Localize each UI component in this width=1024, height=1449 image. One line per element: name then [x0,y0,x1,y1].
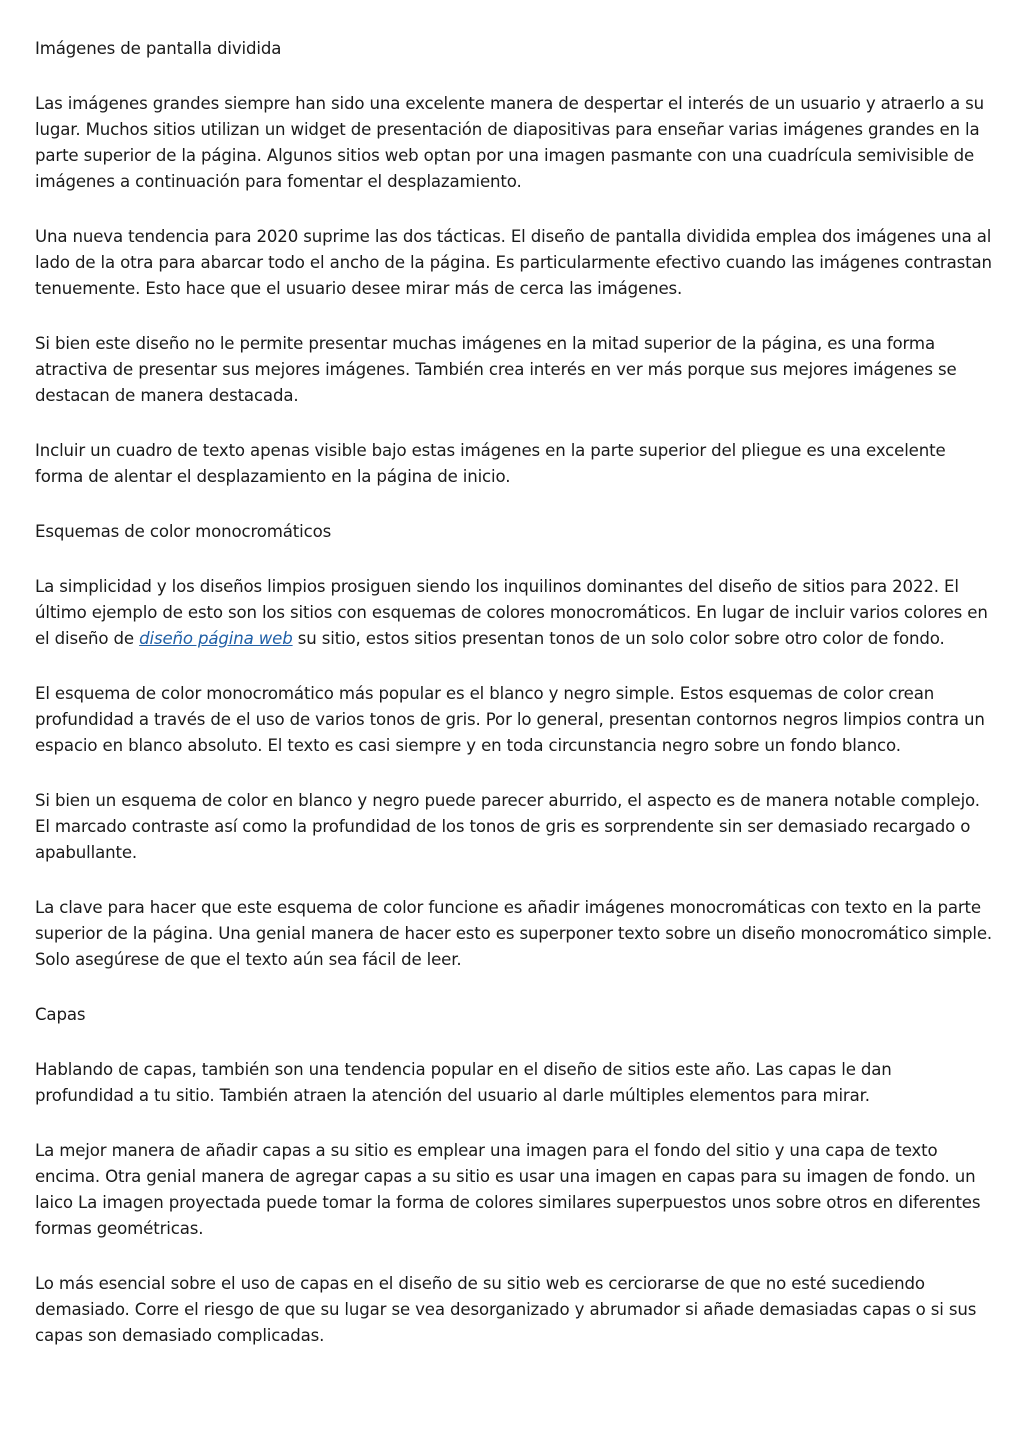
paragraph: Incluir un cuadro de texto apenas visible bajo estas imágenes en la parte superior del pliegue es una excelente forma de alentar el desplazamiento en la página de inicio. [35,441,946,486]
paragraph: Las imágenes grandes siempre han sido una excelente manera de despertar el interés de un usuario y atraerlo a su lugar. Muchos sitios utilizan un widget de presentación de diapositivas para enseñar varias imágenes grandes en la parte superior de la página. Algunos sitios web optan por una imagen pasmante con una cuadrícula semivisible de imágenes a continuación para fomentar el desplazamiento. [35,94,985,191]
document-body [35,36,993,1378]
section-heading-layers: Capas [35,1005,86,1024]
paragraph: El esquema de color monocromático más popular es el blanco y negro simple. Estos esquemas de color crean profundidad a través de el uso de varios tonos de gris. Por lo general, presentan contornos negros limpios contra un espacio en blanco absoluto. El texto es casi siempre y en toda circunstancia negro sobre un fondo blanco. [35,684,985,755]
section-heading-split-screen: Imágenes de pantalla dividida [35,39,282,58]
paragraph: Si bien un esquema de color en blanco y negro puede parecer aburrido, el aspecto es de manera notable complejo. El marcado contraste así como la profundidad de los tonos de gris es sorprendente sin ser demasiado recargado o apabullante. [35,791,980,862]
paragraph: La clave para hacer que este esquema de color funcione es añadir imágenes monocromáticas con texto en la parte superior de la página. Una genial manera de hacer esto es superponer texto sobre un diseño monocromático simple. Solo asegúrese de que el texto aún sea fácil de leer. [35,898,993,969]
section-heading-monochrome: Esquemas de color monocromáticos [35,522,332,541]
paragraph-text-before-link: La simplicidad y los diseños limpios prosiguen siendo los inquilinos dominantes del diseño de sitios para 2022. El último ejemplo de esto son los sitios con esquemas de colores monocromáticos. En lugar de incluir varios colores en el diseño de [35,577,988,648]
paragraph: La mejor manera de añadir capas a su sitio es emplear una imagen para el fondo del sitio y una capa de texto encima. Otra genial manera de agregar capas a su sitio es usar una imagen en capas para su imagen de fondo. un laico La imagen proyectada puede tomar la forma de colores similares superpuestos unos sobre otros en diferentes formas geométricas. [35,1141,981,1238]
paragraph-with-link [35,574,993,652]
paragraph-text-after-link: su sitio, estos sitios presentan tonos de un solo color sobre otro color de fondo. [292,629,945,648]
paragraph: Hablando de capas, también son una tendencia popular en el diseño de sitios este año. Las capas le dan profundidad a tu sitio. También atraen la atención del usuario al darle múltiples elementos para mirar. [35,1060,892,1105]
web-design-link[interactable]: diseño página web [139,629,293,648]
paragraph: Si bien este diseño no le permite presentar muchas imágenes en la mitad superior de la página, es una forma atractiva de presentar sus mejores imágenes. También crea interés en ver más porque sus mejores imágenes se destacan de manera destacada. [35,334,957,405]
paragraph: Lo más esencial sobre el uso de capas en el diseño de su sitio web es cerciorarse de que no esté sucediendo demasiado. Corre el riesgo de que su lugar se vea desorganizado y abrumador si añade demasiadas capas o si sus capas son demasiado complicadas. [35,1274,977,1345]
paragraph: Una nueva tendencia para 2020 suprime las dos tácticas. El diseño de pantalla dividida emplea dos imágenes una al lado de la otra para abarcar todo el ancho de la página. Es particularmente efectivo cuando las imágenes contrastan tenuemente. Esto hace que el usuario desee mirar más de cerca las imágenes. [35,227,992,298]
